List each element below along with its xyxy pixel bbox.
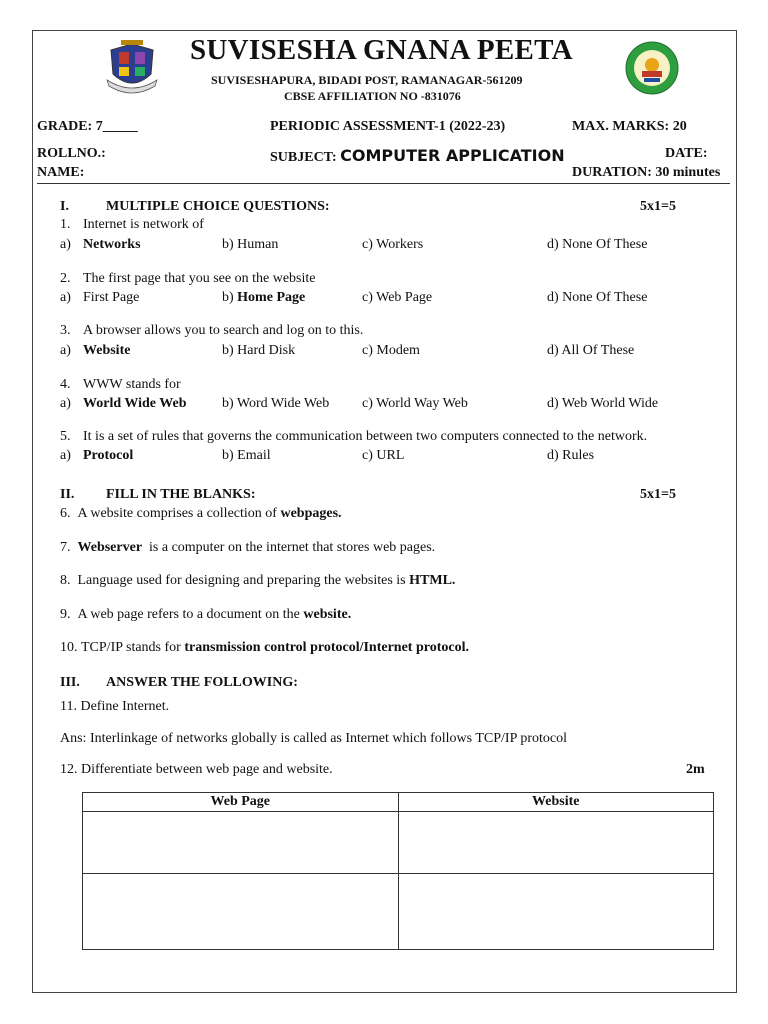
section-2-number: II. (60, 487, 75, 502)
question-11: 11. Define Internet. (60, 699, 170, 714)
option-b-answer (222, 290, 305, 306)
table-cell-empty (83, 873, 399, 950)
subject-label: SUBJECT: (270, 150, 341, 165)
question-number: 4. (60, 377, 71, 392)
question-12-marks: 2m (686, 762, 705, 777)
question-number: 1. (60, 217, 71, 232)
option-b-prefix: b) (222, 290, 238, 305)
option-b: b) Hard Disk (222, 343, 296, 358)
question-text: A website comprises a collection of (77, 506, 281, 521)
option-c: c) Modem (362, 343, 420, 358)
date-field: DATE: (665, 146, 708, 161)
option-a-answer: Website (83, 343, 131, 358)
blank-question-8 (60, 573, 455, 589)
option-letter: a) (60, 237, 71, 252)
question-text: A browser allows you to search and log on to this. (83, 323, 364, 338)
section-1-title: MULTIPLE CHOICE QUESTIONS: (106, 199, 330, 214)
table-cell-empty (398, 873, 714, 950)
question-text: A web page refers to a document on the (77, 607, 304, 622)
answer-text: Webserver (77, 540, 143, 555)
header-divider (37, 183, 730, 184)
answer-text: webpages. (280, 506, 342, 521)
option-d: d) Rules (547, 448, 595, 463)
question-text: Language used for designing and preparing the websites is (77, 573, 410, 588)
option-c: c) Workers (362, 237, 424, 252)
question-12: 12. Differentiate between web page and website. (60, 762, 333, 777)
option-a-answer: Networks (83, 237, 141, 252)
option-d: d) Web World Wide (547, 396, 659, 411)
question-number: 9. (60, 607, 71, 622)
question-text: It is a set of rules that governs the communication between two computers connected to the network. (83, 429, 648, 444)
subject-value: COMPUTER APPLICATION (340, 146, 565, 165)
comparison-table (82, 792, 714, 950)
option-b: b) Email (222, 448, 271, 463)
section-2-title: FILL IN THE BLANKS: (106, 487, 256, 502)
blank-question-6 (60, 506, 342, 522)
table-row (83, 812, 714, 873)
answer-text: HTML. (409, 573, 456, 588)
question-number: 10. (60, 640, 78, 655)
school-name: SUVISESHA GNANA PEETA (190, 34, 573, 66)
question-text: Internet is network of (83, 217, 204, 232)
option-a: First Page (83, 290, 140, 305)
answer-text: website. (303, 607, 352, 622)
section-1-number: I. (60, 199, 69, 214)
option-b-text: Home Page (237, 290, 306, 305)
option-a-answer: World Wide Web (83, 396, 187, 411)
question-number: 7. (60, 540, 71, 555)
rollno-field: ROLLNO.: (37, 146, 106, 161)
answer-text: transmission control protocol/Internet protocol. (184, 640, 469, 655)
option-d: d) All Of These (547, 343, 635, 358)
section-3-number: III. (60, 675, 80, 690)
option-letter: a) (60, 448, 71, 463)
question-text: WWW stands for (83, 377, 181, 392)
section-1-marks: 5x1=5 (640, 199, 676, 214)
question-text: is a computer on the internet that stores web pages. (142, 540, 436, 555)
subject-line (270, 146, 565, 166)
question-number: 8. (60, 573, 71, 588)
question-number: 5. (60, 429, 71, 444)
option-d: d) None Of These (547, 290, 648, 305)
max-marks: MAX. MARKS: 20 (572, 119, 687, 134)
school-crest-logo-icon (105, 40, 159, 96)
table-cell-empty (398, 812, 714, 873)
column-header-web-page: Web Page (83, 793, 399, 812)
assessment-title: PERIODIC ASSESSMENT-1 (2022-23) (270, 119, 506, 134)
option-b: b) Word Wide Web (222, 396, 330, 411)
section-3-title: ANSWER THE FOLLOWING: (106, 675, 298, 690)
name-field: NAME: (37, 165, 85, 180)
school-seal-logo-icon (624, 40, 680, 96)
blank-question-7 (60, 540, 435, 556)
question-text: The first page that you see on the website (83, 271, 316, 286)
answer-11: Ans: Interlinkage of networks globally is called as Internet which follows TCP/IP protocol (60, 731, 568, 746)
question-number: 3. (60, 323, 71, 338)
option-a-answer: Protocol (83, 448, 134, 463)
column-header-website: Website (398, 793, 714, 812)
table-row (83, 873, 714, 950)
school-address: SUVISESHAPURA, BIDADI POST, RAMANAGAR-561209 (211, 73, 523, 87)
duration: DURATION: 30 minutes (572, 165, 721, 180)
grade-field: GRADE: 7_____ (37, 119, 138, 134)
option-letter: a) (60, 396, 71, 411)
question-number: 2. (60, 271, 71, 286)
option-letter: a) (60, 343, 71, 358)
option-letter: a) (60, 290, 71, 305)
blank-question-10 (60, 640, 469, 656)
question-number: 6. (60, 506, 71, 521)
option-b: b) Human (222, 237, 279, 252)
option-d: d) None Of These (547, 237, 648, 252)
option-c: c) Web Page (362, 290, 433, 305)
question-text: TCP/IP stands for (81, 640, 185, 655)
option-c: c) URL (362, 448, 405, 463)
option-c: c) World Way Web (362, 396, 468, 411)
blank-question-9 (60, 607, 351, 623)
section-2-marks: 5x1=5 (640, 487, 676, 502)
table-cell-empty (83, 812, 399, 873)
table-header-row (83, 793, 714, 812)
affiliation-number: CBSE AFFILIATION NO -831076 (284, 89, 461, 103)
